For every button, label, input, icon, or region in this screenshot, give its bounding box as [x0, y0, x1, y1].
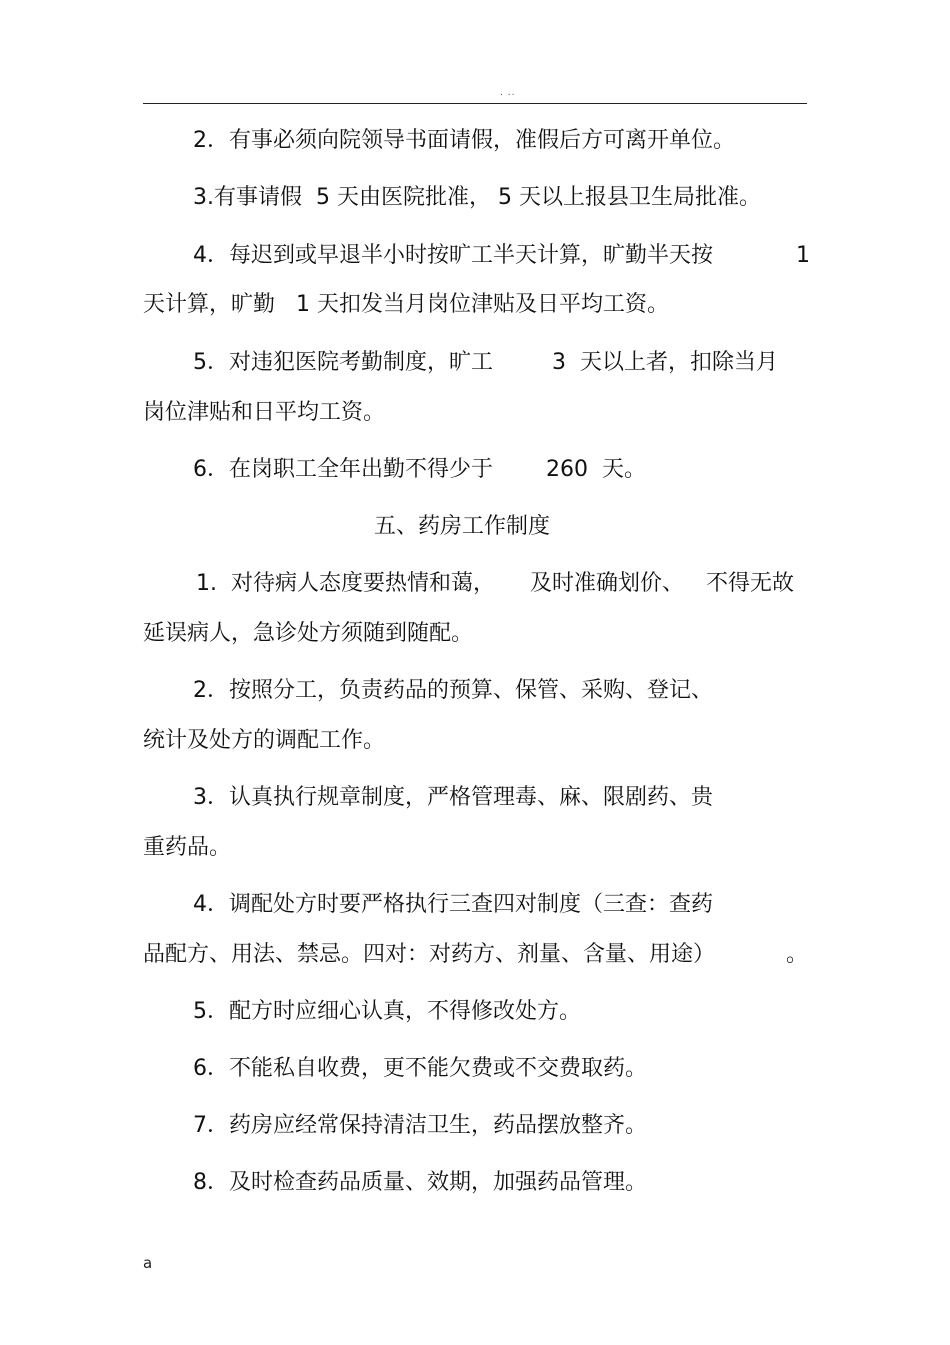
text-line: 4．调配处方时要严格执行三查四对制度（三查：查药	[193, 892, 713, 917]
text-line: 天计算，旷勤 1 天扣发当月岗位津贴及日平均工资。	[143, 292, 669, 317]
page-header-mark: . ..	[500, 88, 516, 98]
text-line: 1	[796, 243, 810, 268]
text-line: 260 天。	[546, 457, 646, 482]
text-line: 4．每迟到或早退半小时按旷工半天计算，旷勤半天按	[193, 243, 713, 268]
text-line: 品配方、用法、禁忌。四对：对药方、剂量、含量、用途）	[143, 942, 716, 967]
text-line: 3．认真执行规章制度，严格管理毒、麻、限剧药、贵	[193, 785, 713, 810]
text-line: 5．对违犯医院考勤制度，旷工	[193, 350, 493, 375]
page-footer-mark: a	[143, 1254, 153, 1272]
text-line: 及时准确划价、	[530, 571, 685, 596]
text-line: 2．有事必须向院领导书面请假，准假后方可离开单位。	[193, 128, 735, 153]
text-line: 2．按照分工，负责药品的预算、保管、采购、登记、	[193, 678, 713, 703]
text-line: 7．药房应经常保持清洁卫生，药品摆放整齐。	[193, 1113, 647, 1138]
text-line: 5．配方时应细心认真，不得修改处方。	[193, 999, 581, 1024]
text-line: 3 天以上者，扣除当月	[552, 350, 778, 375]
section-heading: 五、药房工作制度	[374, 514, 551, 539]
text-line: 不得无故	[706, 571, 795, 596]
text-line: 6．不能私自收费，更不能欠费或不交费取药。	[193, 1056, 647, 1081]
text-line: 。	[786, 942, 809, 967]
text-line: 重药品。	[143, 835, 232, 860]
text-line: 延误病人，急诊处方须随到随配。	[143, 621, 474, 646]
text-line: 3.有事请假 5 天由医院批准， 5 天以上报县卫生局批准。	[193, 185, 761, 210]
text-line: 统计及处方的调配工作。	[143, 728, 386, 753]
header-rule	[143, 103, 807, 104]
text-line: 1. 对待病人态度要热情和蔼，	[196, 571, 495, 596]
text-line: 8．及时检查药品质量、效期，加强药品管理。	[193, 1170, 647, 1195]
text-line: 6．在岗职工全年出勤不得少于	[193, 457, 493, 482]
text-line: 岗位津贴和日平均工资。	[143, 400, 386, 425]
